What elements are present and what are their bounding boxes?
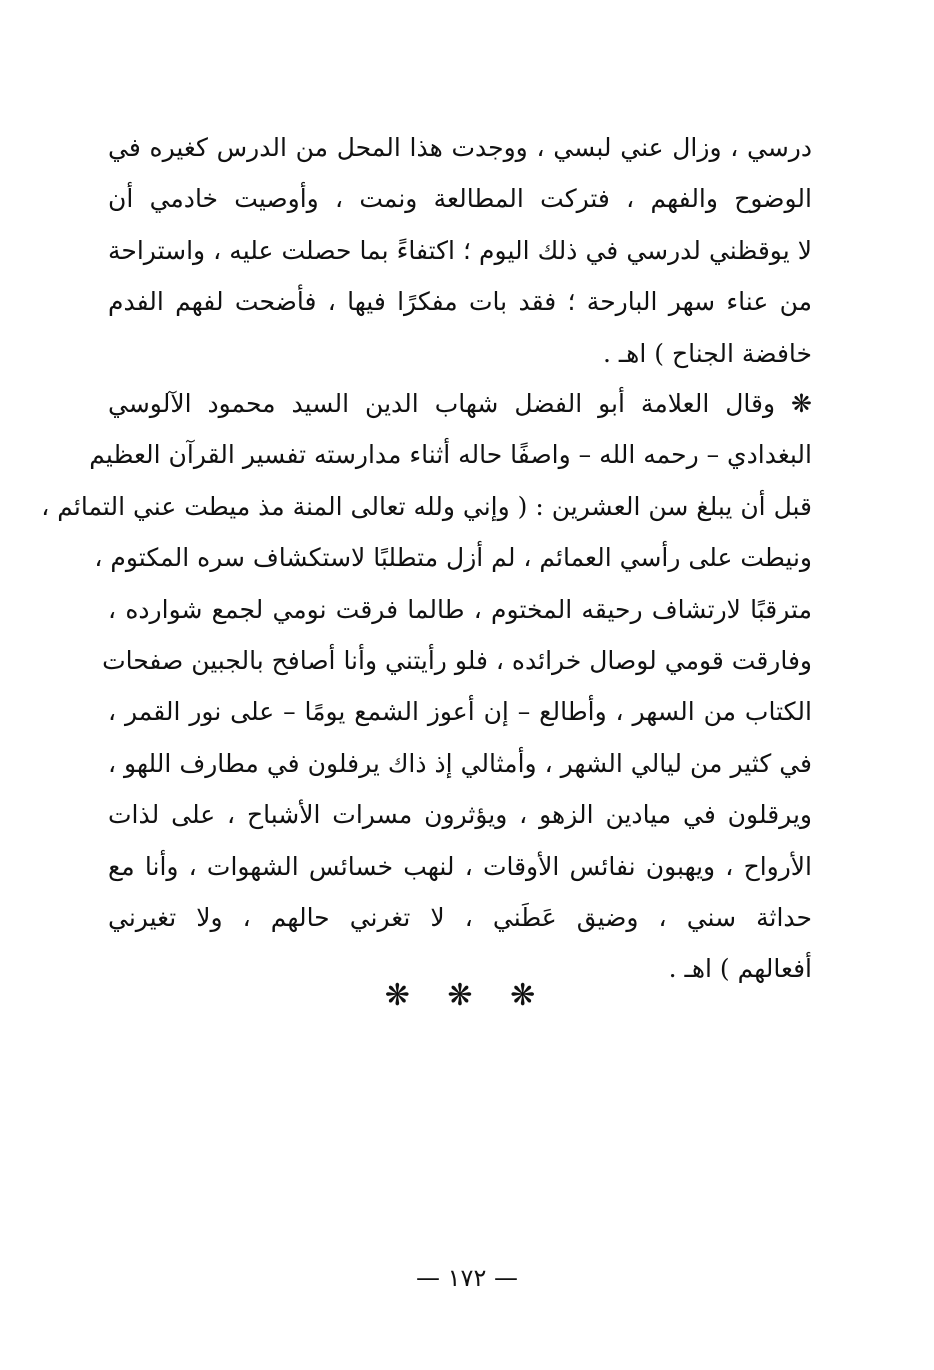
text-line: ❋ وقال العلامة أبو الفضل شهاب الدين السيد محمود الآلوسي — [108, 389, 812, 418]
text-line: الأرواح ، ويهبون نفائس الأوقات ، لنهب خسائس الشهوات ، وأنا مع — [108, 851, 812, 881]
text-line: الوضوح والفهم ، فتركت المطالعة ونمت ، وأوصيت خادمي أن — [108, 184, 812, 214]
text-line: ويرقلون في ميادين الزهو ، ويؤثرون مسرات الأشباح ، على لذات — [108, 800, 812, 830]
text-line: الكتاب من السهر ، وأطالع – إن أعوز الشمع يومًا – على نور القمر ، — [108, 697, 812, 727]
text-line: أفعالهم ) اهـ . — [668, 954, 812, 984]
text-line: البغدادي – رحمه الله – واصفًا حاله أثناء مدارسته تفسير القرآن العظيم — [89, 440, 812, 470]
text-line: من عناء سهر البارحة ؛ فقد بات مفكرًا فيها ، فأضحت لفهم الفدم — [108, 287, 812, 317]
page-number: — ١٧٢ — — [416, 1264, 518, 1292]
text-line: لا يوقظني لدرسي في ذلك اليوم ؛ اكتفاءً بما حصلت عليه ، واستراحة — [108, 235, 812, 265]
text-line: ونيطت على رأسي العمائم ، لم أزل متطلبًا لاستكشاف سره المكتوم ، — [94, 543, 812, 573]
text-line: في كثير من ليالي الشهر ، وأمثالي إذ ذاك يرفلون في مطارف اللهو ، — [108, 748, 812, 778]
text-line: قبل أن يبلغ سن العشرين : ( وإني ولله تعالى المنة مذ ميطت عني التمائم ، — [41, 491, 812, 521]
text-line: حداثة سني ، وضيق عَطَني ، لا تغرني حالهم ، ولا تغيرني — [108, 902, 812, 932]
text-line: خافضة الجناح ) اهـ . — [602, 338, 812, 368]
paragraph-2 — [41, 378, 812, 995]
text-line: درسي ، وزال عني لبسي ، ووجدت هذا المحل من الدرس كغيره في — [108, 133, 812, 162]
text-line: مترقبًا لارتشاف رحيقه المختوم ، طالما فرقت نومي لجمع شوارده ، — [108, 594, 812, 624]
section-separator: ❋ ❋ ❋ — [384, 978, 550, 1013]
text-line: وفارقت قومي لوصال خرائده ، فلو رأيتني وأنا أصافح بالجبين صفحات — [102, 645, 812, 675]
paragraph-1 — [108, 122, 812, 379]
